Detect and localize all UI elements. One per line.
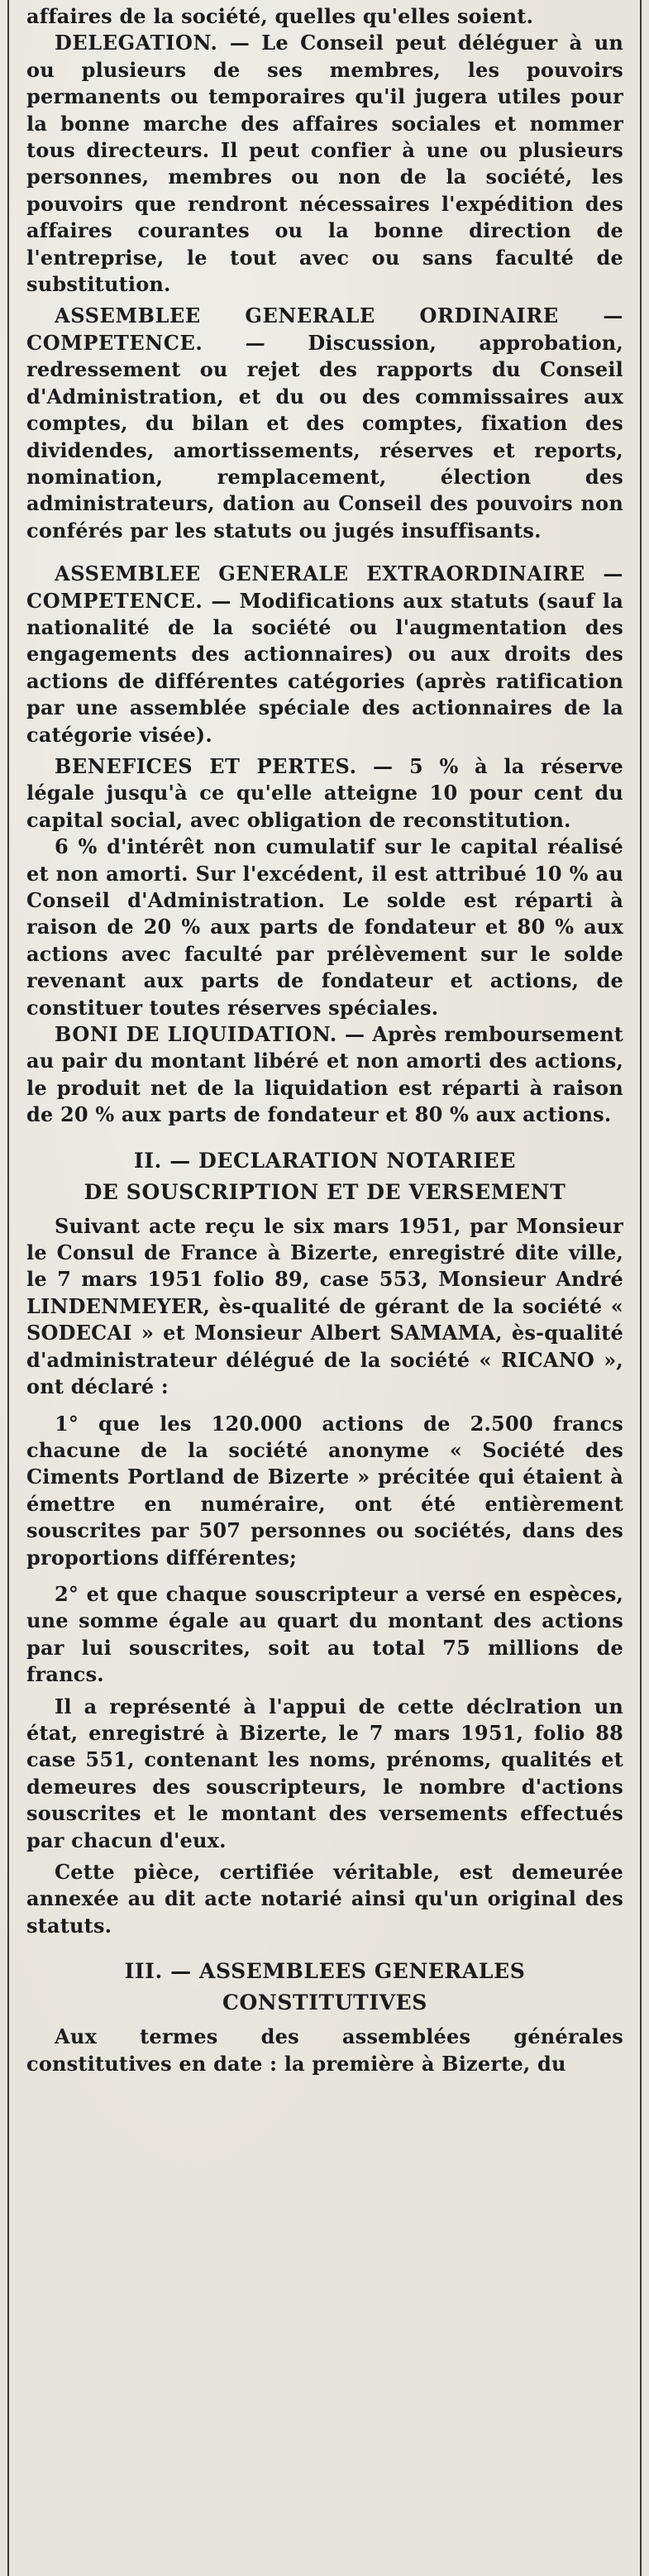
keyword-benefices: BENEFICES ET PERTES.	[55, 753, 357, 778]
text-delegation: — Le Conseil peut déléguer à un ou plusieurs de ses membres, les pouvoirs permanents ou temporaires qu'il jugera utiles pour la bonne marche des affaires sociales et nommer tous directeurs. Il peut confier à une ou plusieurs personnes, membres ou non de la société, les pouvoirs que rendront nécessaires l'expédition des affaires courantes ou la bonne direction de l'entreprise, le tout avec ou sans faculté de substitution.	[26, 31, 623, 297]
paragraph-piece: Cette pièce, certifiée véritable, est demeurée annexée au dit acte notarié ainsi qu'un original des statuts.	[26, 1860, 623, 1938]
paragraph-age	[26, 561, 623, 748]
keyword-boni: BONI DE LIQUIDATION.	[55, 1022, 337, 1047]
paragraph-affaires: affaires de la société, quelles qu'elles soient.	[26, 4, 534, 28]
paragraph-souscription-2: 2° et que chaque souscripteur a versé en espèces, une somme égale au quart du montant des actions par lui souscrites, soit au total 75 millions de francs.	[26, 1581, 623, 1687]
heading-declaration-line1: II. — DECLARATION NOTARIEE	[134, 1148, 516, 1173]
paragraph-acte: Suivant acte reçu le six mars 1951, par Monsieur le Consul de France à Bizerte, enregistré dite ville, le 7 mars 1951 folio 89, case 553, Monsieur André LINDENMEYER, ès-qualité de gérant de la société « SODECAI » et Monsieur Albert SAMAMA, ès-qualité d'administrateur délégué de la société « RICANO », ont déclaré :	[26, 1213, 623, 1399]
article-column	[26, 3, 623, 2077]
keyword-age: ASSEMBLEE GENERALE EXTRAORDINAIRE — COMPETENCE.	[26, 562, 623, 613]
column-rule-left	[7, 0, 9, 2576]
paragraph-assemblees: Aux termes des assemblées générales constitutives en date : la première à Bizerte, du	[26, 2024, 623, 2076]
text-age: — Modifications aux statuts (sauf la nationalité de la société ou l'augmentation des engagements des actionnaires) ou aux droits des actions de différentes catégories (après ratification par une assemblée spéciale des actionnaires de la catégorie visée).	[26, 588, 623, 747]
paragraph-boni	[26, 1021, 623, 1129]
paragraph-benefices	[26, 753, 623, 834]
paragraph-interet: 6 % d'intérêt non cumulatif sur le capital réalisé et non amorti. Sur l'excédent, il est attribué 10 % au Conseil d'Administration. Le solde est réparti à raison de 20 % aux parts de fondateur et 80 % aux actions avec faculté par prélèvement sur le solde revenant aux parts de fondateur et actions, de constituer toutes réserves spéciales.	[26, 834, 623, 1020]
text-ago: — Discussion, approbation, redressement ou rejet des rapports du Conseil d'Administration, et du ou des commissaires aux comptes, du bilan et des comptes, fixation des dividendes, amortissements, réserves et reports, nomination, remplacement, élection des administrateurs, dation au Conseil des pouvoirs non conférés par les statuts ou jugés insuffisants.	[26, 330, 623, 542]
keyword-delegation: DELEGATION.	[55, 31, 218, 55]
paragraph-delegation	[26, 30, 623, 298]
paragraph-souscription-1: 1° que les 120.000 actions de 2.500 francs chacune de la société anonyme « Société des Ciments Portland de Bizerte » précitée qui étaient à émettre en numéraire, ont été entièrement souscrites par 507 personnes ou sociétés, dans des proportions différentes;	[26, 1411, 623, 1570]
heading-assemblees-line1: III. — ASSEMBLEES GENERALES	[124, 1959, 526, 1984]
keyword-ago: ASSEMBLEE GENERALE ORDINAIRE — COMPETENCE.	[26, 303, 623, 355]
paragraph-ago	[26, 303, 623, 544]
column-rule-right	[640, 0, 642, 2576]
text-boni: — Après remboursement au pair du montant libéré et non amorti des actions, le produit net de la liquidation est réparti à raison de 20 % aux parts de fondateur et 80 % aux actions.	[26, 1022, 624, 1127]
paragraph-etat: Il a représenté à l'appui de cette déclration un état, enregistré à Bizerte, le 7 mars 1951, folio 88 case 551, contenant les noms, prénoms, qualités et demeures des souscripteurs, le nombre d'actions souscrites et le montant des versements effectués par chacun d'eux.	[26, 1694, 623, 1852]
heading-assemblees-line2: CONSTITUTIVES	[222, 1991, 427, 2015]
heading-declaration-line2: DE SOUSCRIPTION ET DE VERSEMENT	[84, 1179, 566, 1204]
text-benefices: — 5 % à la réserve légale jusqu'à ce qu'elle atteigne 10 pour cent du capital social, avec obligation de reconstitution.	[26, 753, 623, 832]
